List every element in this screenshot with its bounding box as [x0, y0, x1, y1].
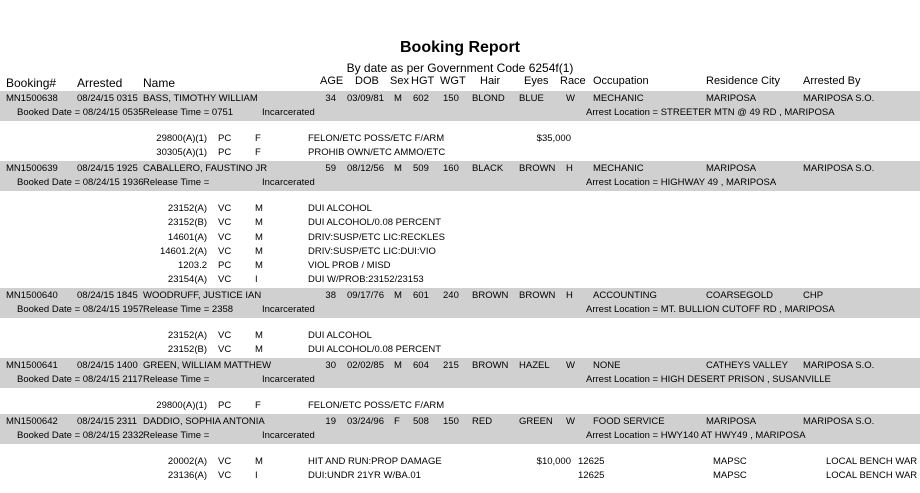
header-arrested-by: Arrested By [803, 75, 861, 87]
charge-code: 30305(A)(1) [156, 147, 207, 158]
sex: M [394, 360, 402, 371]
charge-type: VC [218, 456, 232, 467]
arrest-location: Arrest Location = HIGHWAY 49 , MARIPOSA [586, 177, 777, 188]
weight: 150 [443, 93, 459, 104]
dob: 02/02/85 [347, 360, 384, 371]
dob: 03/09/81 [347, 93, 384, 104]
hair-color: BROWN [472, 290, 509, 301]
height: 601 [413, 290, 429, 301]
charge-description: DUI ALCOHOL/0.08 PERCENT [308, 217, 442, 228]
charge-code: 23136(A) [167, 470, 207, 481]
charge-level: M [255, 232, 263, 243]
header-name: Name [143, 76, 176, 90]
release-time: Release Time = [143, 430, 210, 441]
age: 59 [325, 163, 336, 174]
arrest-location: Arrest Location = HIGH DESERT PRISON , SUSANVILLE [586, 374, 831, 385]
charge-description: PROHIB OWN/ETC AMMO/ETC [308, 147, 446, 158]
charge-description: FELON/ETC POSS/ETC F/ARM [308, 400, 445, 411]
charge-type: PC [218, 133, 232, 144]
custody-status: Incarcerated [262, 430, 315, 441]
arrested-datetime: 08/24/15 1845 [77, 290, 138, 301]
booking-number: MN1500640 [6, 290, 58, 301]
custody-status: Incarcerated [262, 374, 315, 385]
residence-city: CATHEYS VALLEY [706, 360, 789, 371]
height: 508 [413, 416, 429, 427]
charge-type: VC [218, 344, 232, 355]
case-number: 12625 [578, 470, 605, 481]
header-occupation: Occupation [593, 75, 649, 87]
charge-type: VC [218, 330, 232, 341]
arrested-datetime: 08/24/15 1925 [77, 163, 138, 174]
disposition: LOCAL BENCH WAR [826, 456, 918, 467]
hair-color: RED [472, 416, 493, 427]
residence-city: MARIPOSA [706, 93, 757, 104]
charge-level: M [255, 456, 263, 467]
charge-description: DRIV:SUSP/ETC LIC:DUI:VIO [308, 246, 436, 257]
weight: 215 [443, 360, 459, 371]
charge-type: VC [218, 246, 232, 257]
booked-date: Booked Date = 08/24/15 0535 [17, 107, 144, 118]
sex: M [394, 163, 402, 174]
occupation: MECHANIC [593, 93, 644, 104]
booking-number: MN1500639 [6, 163, 58, 174]
charge-description: DUI ALCOHOL [308, 203, 372, 214]
person-name: BASS, TIMOTHY WILLIAM [143, 93, 258, 104]
release-time: Release Time = 0751 [143, 107, 234, 118]
age: 19 [325, 416, 336, 427]
charge-code: 1203.2 [177, 260, 207, 271]
occupation: FOOD SERVICE [593, 416, 665, 427]
header-age: AGE [320, 75, 344, 87]
charge-type: PC [218, 260, 232, 271]
eye-color: BROWN [519, 163, 556, 174]
booking-number: MN1500641 [6, 360, 58, 371]
dob: 08/12/56 [347, 163, 384, 174]
charge-type: VC [218, 203, 232, 214]
header-race: Race [560, 75, 586, 87]
race: W [566, 360, 575, 371]
court: MAPSC [713, 456, 747, 467]
height: 509 [413, 163, 429, 174]
arrested-by: MARIPOSA S.O. [803, 360, 875, 371]
sex: F [394, 416, 400, 427]
header-wgt: WGT [440, 75, 466, 87]
arrest-location: Arrest Location = HWY140 AT HWY49 , MARIPOSA [586, 430, 806, 441]
charge-code: 23152(B) [167, 217, 207, 228]
charge-description: VIOL PROB / MISD [308, 260, 391, 271]
charge-type: VC [218, 232, 232, 243]
charge-code: 14601(A) [167, 232, 207, 243]
charge-description: HIT AND RUN:PROP DAMAGE [308, 456, 442, 467]
charge-description: DUI ALCOHOL/0.08 PERCENT [308, 344, 442, 355]
booked-date: Booked Date = 08/24/15 1936 [17, 177, 144, 188]
arrested-datetime: 08/24/15 2311 [77, 416, 138, 427]
eye-color: BLUE [519, 93, 544, 104]
age: 38 [325, 290, 336, 301]
booking-number: MN1500638 [6, 93, 58, 104]
charge-level: M [255, 217, 263, 228]
race: H [566, 290, 573, 301]
charge-code: 23152(B) [167, 344, 207, 355]
charge-code: 23154(A) [167, 274, 207, 285]
dob: 03/24/96 [347, 416, 384, 427]
arrested-by: CHP [803, 290, 824, 301]
race: W [566, 416, 575, 427]
person-name: WOODRUFF, JUSTICE IAN [143, 290, 262, 301]
height: 602 [413, 93, 429, 104]
booked-date: Booked Date = 08/24/15 2117 [17, 374, 143, 385]
person-name: DADDIO, SOPHIA ANTONIA [143, 416, 265, 427]
charge-description: DUI:UNDR 21YR W/BA.01 [308, 470, 421, 481]
arrested-datetime: 08/24/15 1400 [77, 360, 138, 371]
age: 34 [325, 93, 336, 104]
person-name: CABALLERO, FAUSTINO JR [143, 163, 268, 174]
eye-color: HAZEL [519, 360, 550, 371]
case-number: 12625 [578, 456, 605, 467]
charge-type: PC [218, 400, 232, 411]
charge-type: VC [218, 217, 232, 228]
header-arrested: Arrested [77, 76, 123, 90]
charge-code: 23152(A) [167, 330, 207, 341]
charge-code: 29800(A)(1) [156, 400, 207, 411]
arrest-location: Arrest Location = MT. BULLION CUTOFF RD , MARIPOSA [586, 304, 835, 315]
header-residence-city: Residence City [706, 75, 780, 87]
arrested-by: MARIPOSA S.O. [803, 93, 875, 104]
report-title: Booking Report [400, 39, 520, 56]
eye-color: GREEN [519, 416, 553, 427]
booked-date: Booked Date = 08/24/15 2332 [17, 430, 144, 441]
charge-level: M [255, 330, 263, 341]
header-hgt: HGT [411, 75, 435, 87]
header-hair: Hair [480, 75, 501, 87]
report-subtitle: By date as per Government Code 6254f(1) [346, 61, 574, 75]
arrested-by: MARIPOSA S.O. [803, 163, 875, 174]
age: 30 [325, 360, 336, 371]
charge-type: VC [218, 274, 232, 285]
header-booking: Booking# [6, 76, 57, 90]
booking-number: MN1500642 [6, 416, 58, 427]
residence-city: MARIPOSA [706, 416, 757, 427]
bail-amount: $35,000 [536, 133, 571, 144]
release-time: Release Time = [143, 177, 210, 188]
release-time: Release Time = [143, 374, 210, 385]
occupation: ACCOUNTING [593, 290, 657, 301]
header-eyes: Eyes [524, 75, 549, 87]
charge-level: F [255, 133, 261, 144]
custody-status: Incarcerated [262, 177, 315, 188]
charge-code: 20002(A) [167, 456, 207, 467]
weight: 240 [443, 290, 459, 301]
person-name: GREEN, WILLIAM MATTHEW [143, 360, 272, 371]
occupation: MECHANIC [593, 163, 644, 174]
charge-type: VC [218, 470, 232, 481]
disposition: LOCAL BENCH WAR [826, 470, 918, 481]
charge-level: M [255, 344, 263, 355]
charge-code: 14601.2(A) [159, 246, 207, 257]
charge-level: M [255, 246, 263, 257]
arrest-location: Arrest Location = STREETER MTN @ 49 RD , MARIPOSA [586, 107, 835, 118]
charge-level: I [255, 470, 258, 481]
charge-code: 23152(A) [167, 203, 207, 214]
release-time: Release Time = 2358 [143, 304, 234, 315]
charge-description: DRIV:SUSP/ETC LIC:RECKLES [308, 232, 445, 243]
sex: M [394, 290, 402, 301]
charge-level: M [255, 203, 263, 214]
residence-city: MARIPOSA [706, 163, 757, 174]
booked-date: Booked Date = 08/24/15 1957 [17, 304, 144, 315]
header-sex: Sex [390, 75, 409, 87]
charge-level: F [255, 400, 261, 411]
charge-code: 29800(A)(1) [156, 133, 207, 144]
bail-amount: $10,000 [536, 456, 571, 467]
custody-status: Incarcerated [262, 107, 315, 118]
charge-level: I [255, 274, 258, 285]
hair-color: BROWN [472, 360, 509, 371]
weight: 160 [443, 163, 459, 174]
custody-status: Incarcerated [262, 304, 315, 315]
charge-description: DUI ALCOHOL [308, 330, 372, 341]
race: H [566, 163, 573, 174]
arrested-datetime: 08/24/15 0315 [77, 93, 138, 104]
charge-description: FELON/ETC POSS/ETC F/ARM [308, 133, 445, 144]
arrested-by: MARIPOSA S.O. [803, 416, 875, 427]
residence-city: COARSEGOLD [706, 290, 774, 301]
charge-type: PC [218, 147, 232, 158]
header-dob: DOB [355, 75, 379, 87]
court: MAPSC [713, 470, 747, 481]
occupation: NONE [593, 360, 621, 371]
dob: 09/17/76 [347, 290, 384, 301]
charge-level: F [255, 147, 261, 158]
charge-description: DUI W/PROB:23152/23153 [308, 274, 424, 285]
weight: 150 [443, 416, 459, 427]
height: 604 [413, 360, 429, 371]
hair-color: BLOND [472, 93, 505, 104]
charge-level: M [255, 260, 263, 271]
race: W [566, 93, 575, 104]
hair-color: BLACK [472, 163, 504, 174]
eye-color: BROWN [519, 290, 556, 301]
sex: M [394, 93, 402, 104]
